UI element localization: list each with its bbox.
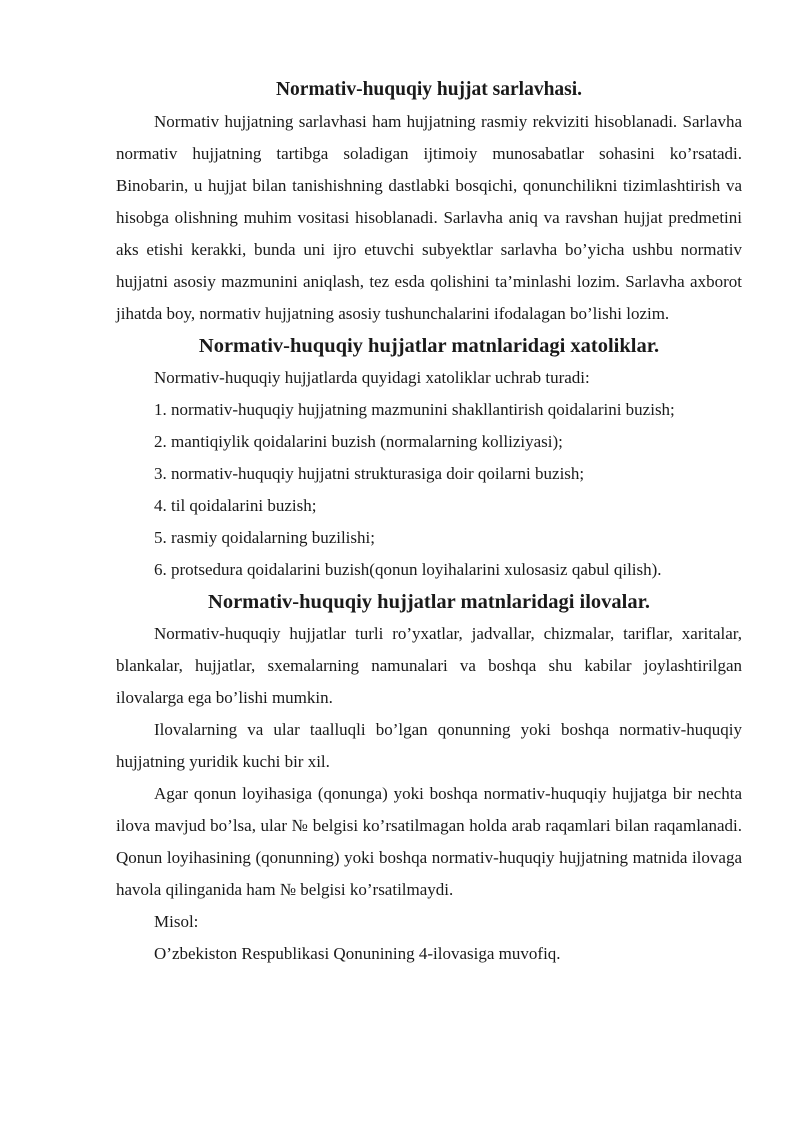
section-heading-sarlavha: Normativ-huquqiy hujjat sarlavhasi. [275,79,583,100]
section-heading-ilovalar: Normativ-huquqiy hujjatlar matnlaridagi ilovalar. [208,591,650,613]
paragraph: Normativ-huquqiy hujjatlar turli ro’yxatlar, jadvallar, chizmalar, tariflar, xaritalar, blankalar, hujjatlar, sxemalarning namunalari va boshqa shu kabilar joylashtirilgan ilovalarga ega bo’lishi mumkin. [116,624,742,707]
list-item: 5. rasmiy qoidalarning buzilishi; [154,528,375,547]
list-item: 6. protsedura qoidalarini buzish(qonun loyihalarini xulosasiz qabul qilish). [154,560,662,579]
section-heading-xatoliklar: Normativ-huquqiy hujjatlar matnlaridagi xatoliklar. [198,335,660,357]
document-page [116,74,742,970]
list-intro: Normativ-huquqiy hujjatlarda quyidagi xatoliklar uchrab turadi: [154,368,590,387]
example-text: O’zbekiston Respublikasi Qonunining 4-ilovasiga muvofiq. [154,944,561,963]
list-item: 3. normativ-huquqiy hujjatni strukturasiga doir qoilarni buzish; [154,464,585,483]
paragraph: Agar qonun loyihasiga (qonunga) yoki boshqa normativ-huquqiy hujjatga bir nechta ilova mavjud bo’lsa, ular № belgisi ko’rsatilmagan holda arab raqamlari bilan raqamlanadi. Qonun loyihasining (qonunning) yoki boshqa normativ-huquqiy hujjatning matnida ilovaga havola qilinganida ham № belgisi ko’rsatilmaydi. [116,784,742,899]
example-label: Misol: [154,912,199,931]
list-item: 2. mantiqiylik qoidalarini buzish (normalarning kolliziyasi); [154,432,563,451]
paragraph: Normativ hujjatning sarlavhasi ham hujjatning rasmiy rekviziti hisoblanadi. Sarlavha normativ hujjatning tartibga soladigan ijtimoiy munosabatlar sohasini ko’rsatadi. Binobarin, u hujjat bilan tanishishning dastlabki bosqichi, qonunchilikni tizimlashtirish va hisobga olishning muhim vositasi hisoblanadi. Sarlavha aniq va ravshan hujjat predmetini aks etishi kerakki, bunda uni ijro etuvchi subyektlar sarlavha bo’yicha ushbu normativ hujjatni asosiy mazmunini aniqlash, tez esda qolishini ta’minlashi lozim. Sarlavha axborot jihatda boy, normativ hujjatning asosiy tushunchalarini ifodalagan bo’lishi lozim. [116,112,742,323]
list-item: 4. til qoidalarini buzish; [154,496,317,515]
list-item: 1. normativ-huquqiy hujjatning mazmunini shakllantirish qoidalarini buzish; [154,400,675,419]
paragraph: Ilovalarning va ular taalluqli bo’lgan qonunning yoki boshqa normativ-huquqiy hujjatning yuridik kuchi bir xil. [116,720,742,771]
